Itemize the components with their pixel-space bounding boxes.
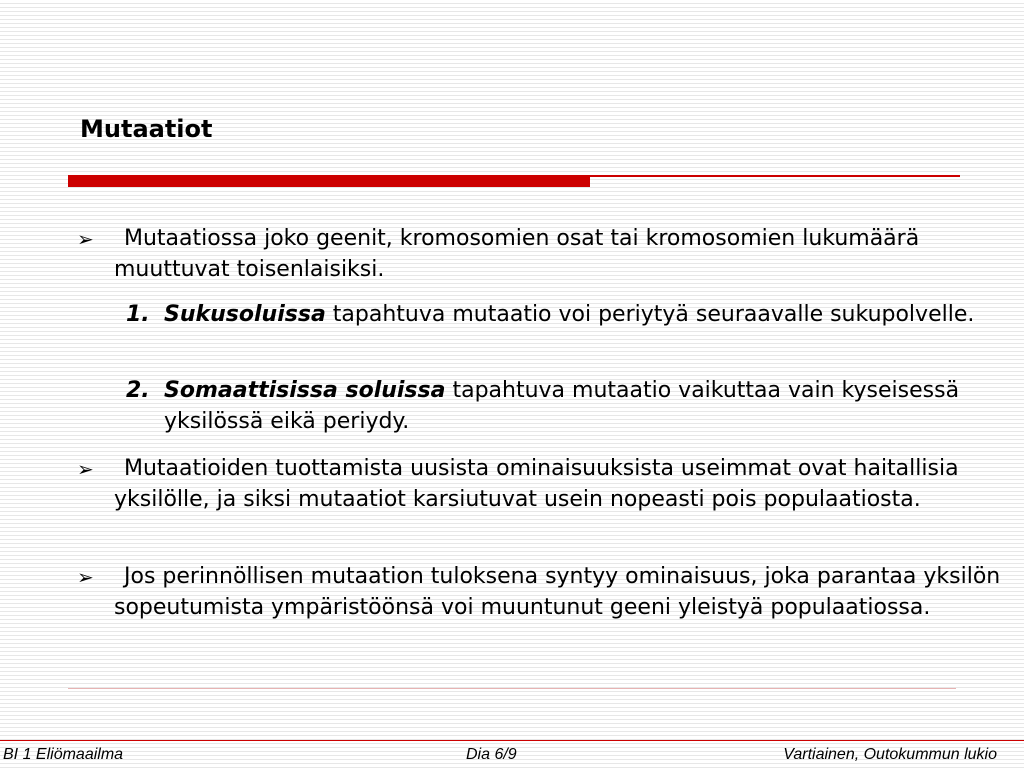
bullet-text: Mutaatiossa joko geenit, kromosomien osat tai kromosomien lukumäärä muuttuvat toisenlaisiksi. (114, 226, 920, 282)
footer-divider (0, 740, 1024, 741)
item-term: Somaattisissa soluissa (164, 378, 446, 403)
item-term: Sukusoluissa (164, 302, 326, 327)
item-number: 1. (126, 302, 150, 327)
item-text: tapahtuva mutaatio voi periytyä seuraavalle sukupolvelle. (332, 302, 975, 327)
footer-slide-number: Dia 6/9 (466, 746, 517, 763)
arrow-bullet-icon: ➢ (77, 457, 94, 481)
item-text: tapahtuva mutaatio vaikuttaa vain kyseisessä yksilössä eikä periydy. (164, 378, 960, 434)
numbered-item (126, 376, 986, 437)
arrow-bullet-icon: ➢ (77, 565, 94, 589)
slide-title: Mutaatiot (80, 115, 213, 143)
numbered-item (126, 300, 986, 331)
footer-author: Vartiainen, Outokummun lukio (783, 746, 997, 763)
content-divider (68, 688, 956, 689)
item-number: 2. (126, 378, 150, 403)
bullet-text: Jos perinnöllisen mutaation tuloksena syntyy ominaisuus, joka parantaa yksilön sopeutumista ympäristöönsä voi muuntunut geeni yleistyä populaatiossa. (114, 564, 1001, 620)
bullet-text: Mutaatioiden tuottamista uusista ominaisuuksista useimmat ovat haitallisia yksilölle, ja siksi mutaatiot karsiutuvat usein nopeasti pois populaatiosta. (114, 456, 959, 512)
footer-course: BI 1 Eliömaailma (3, 746, 124, 763)
arrow-bullet-icon: ➢ (77, 227, 94, 251)
